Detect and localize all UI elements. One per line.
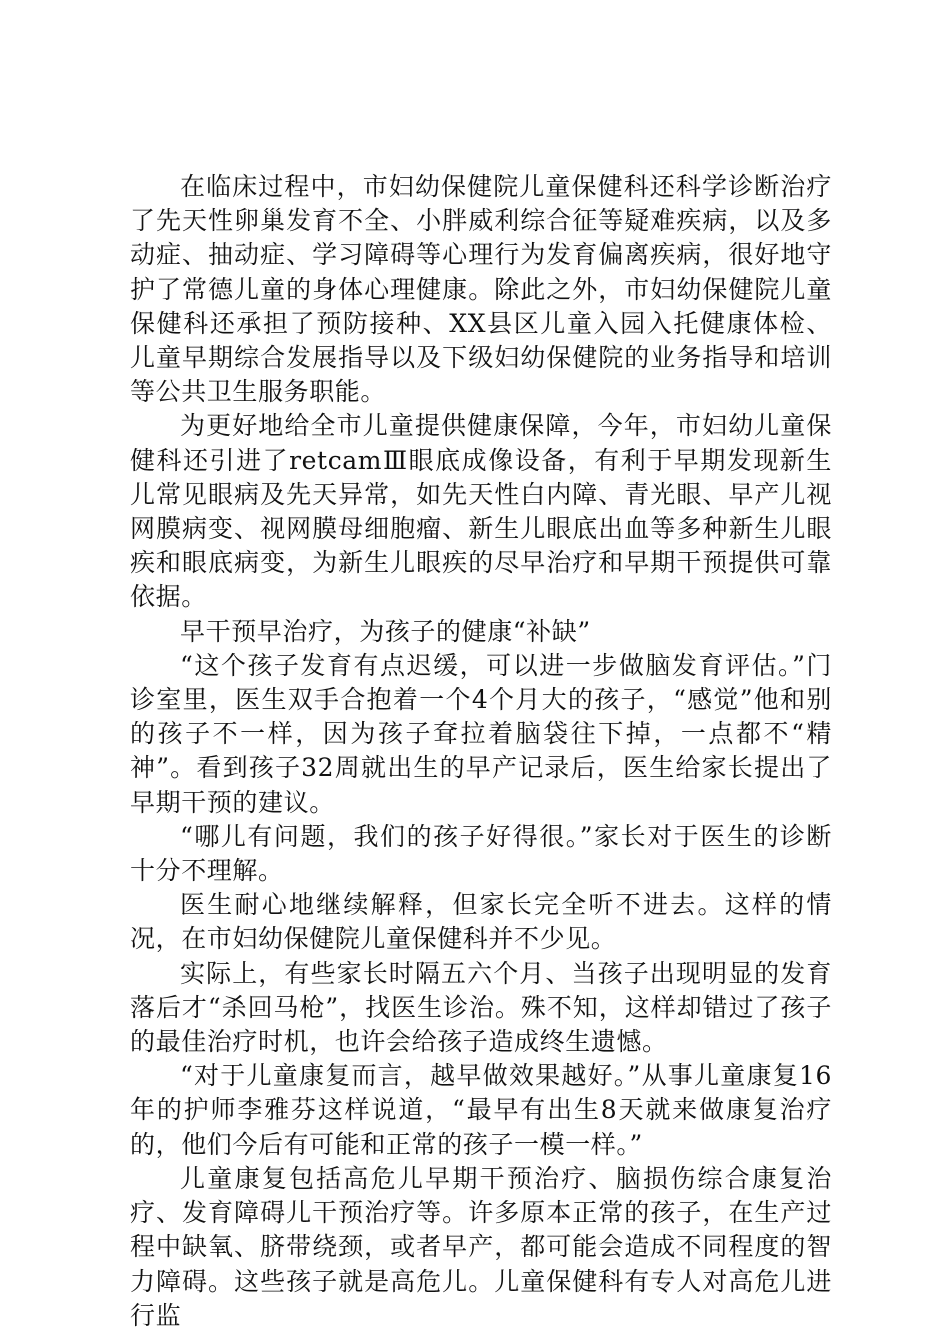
paragraph: 实际上，有些家长时隔五六个月、当孩子出现明显的发育落后才“杀回马枪”，找医生诊治。殊不知，这样却错过了孩子的最佳治疗时机，也许会给孩子造成终生遗憾。 (130, 958, 832, 1057)
paragraph: 儿童康复包括高危儿早期干预治疗、脑损伤综合康复治疗、发育障碍儿干预治疗等。许多原本正常的孩子，在生产过程中缺氧、脐带绕颈，或者早产，都可能会造成不同程度的智力障碍。这些孩子就是高危儿。儿童保健科有专人对高危儿进行监 (130, 1163, 832, 1330)
paragraph: “哪儿有问题，我们的孩子好得很。”家长对于医生的诊断十分不理解。 (130, 821, 832, 886)
paragraph: “这个孩子发育有点迟缓，可以进一步做脑发育评估。”门诊室里，医生双手合抱着一个4个月大的孩子，“感觉”他和别的孩子不一样，因为孩子耷拉着脑袋往下掉，一点都不“精神”。看到孩子32周就出生的早产记录后，医生给家长提出了早期干预的建议。 (130, 650, 832, 817)
paragraph: 医生耐心地继续解释，但家长完全听不进去。这样的情况，在市妇幼保健院儿童保健科并不少见。 (130, 890, 832, 954)
paragraph: 为更好地给全市儿童提供健康保障，今年，市妇幼儿童保健科还引进了retcamⅢ眼底成像设备，有利于早期发现新生儿常见眼病及先天异常，如先天性白内障、青光眼、早产儿视网膜病变、视网膜母细胞瘤、新生儿眼底出血等多种新生儿眼疾和眼底病变，为新生儿眼疾的尽早治疗和早期干预提供可靠依据。 (130, 411, 832, 612)
paragraph: “对于儿童康复而言，越早做效果越好。”从事儿童康复16年的护师李雅芬这样说道，“最早有出生8天就来做康复治疗的，他们今后有可能和正常的孩子一模一样。” (130, 1061, 832, 1159)
section-heading: 早干预早治疗，为孩子的健康“补缺” (180, 616, 591, 646)
document-body (130, 170, 832, 1333)
paragraph: 在临床过程中，市妇幼保健院儿童保健科还科学诊断治疗了先天性卵巢发育不全、小胖威利综合征等疑难疾病，以及多动症、抽动症、学习障碍等心理行为发育偏离疾病，很好地守护了常德儿童的身体心理健康。除此之外，市妇幼保健院儿童保健科还承担了预防接种、XX县区儿童入园入托健康体检、儿童早期综合发展指导以及下级妇幼保健院的业务指导和培训等公共卫生服务职能。 (130, 172, 832, 407)
